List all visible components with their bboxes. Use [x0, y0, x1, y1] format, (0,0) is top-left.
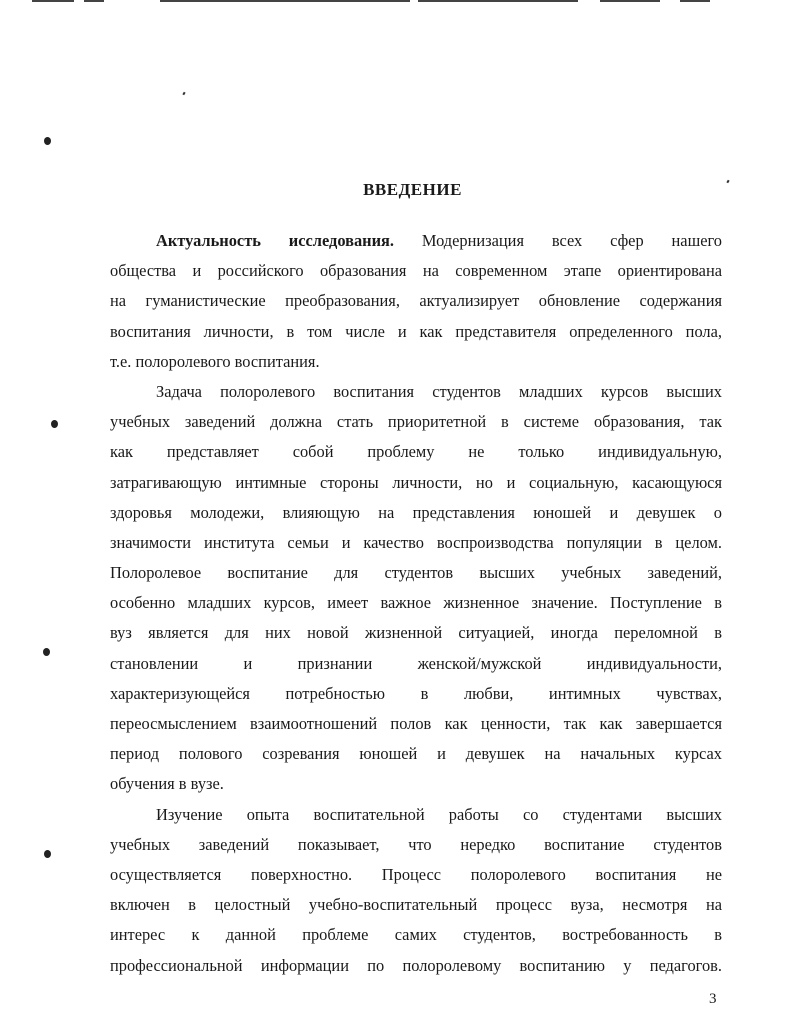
text-line: т.е. полоролевого воспитания. [110, 351, 320, 371]
text-line: особенно младших курсов, имеет важное жизненное значение. Поступление в [110, 593, 722, 613]
paragraph-lead: Актуальность исследования. [156, 231, 395, 250]
text-line: учебных заведений должна стать приоритетной в системе образования, так [110, 412, 722, 432]
scan-edge-line [32, 0, 74, 2]
text-line: профессиональной информации по полоролевому воспитанию у педагогов. [110, 955, 722, 975]
page-title: ВВЕДЕНИЕ [363, 180, 462, 199]
text-line: вуз является для них новой жизненной ситуацией, иногда переломной в [110, 623, 722, 643]
text-line: характеризующейся потребностью в любви, интимных чувствах, [110, 683, 722, 703]
text-line: Изучение опыта воспитательной работы со студентами высших [156, 804, 722, 824]
text-line: интерес к данной проблеме самих студентов, востребованность в [110, 925, 722, 945]
text-line: как представляет собой проблему не только индивидуальную, [110, 442, 722, 462]
text-line: включен в целостный учебно-воспитательный процесс вуза, несмотря на [110, 895, 722, 915]
text-line: период полового созревания юношей и девушек на начальных курсах [110, 744, 722, 764]
scan-edge-line [680, 0, 710, 2]
scan-edge-line [418, 0, 578, 2]
text-line: становлении и признании женской/мужской индивидуальности, [110, 653, 722, 673]
text-line: обучения в вузе. [110, 774, 224, 794]
text-line: Полоролевое воспитание для студентов высших учебных заведений, [110, 563, 722, 583]
text-line: воспитания личности, в том числе и как представителя определенного пола, [110, 321, 722, 341]
text-line: значимости института семьи и качество воспроизводства популяции в целом. [110, 532, 722, 552]
text-line: Актуальность исследования. Модернизация всех сфер нашего [156, 231, 722, 250]
binding-hole-mark [43, 648, 50, 656]
text-line: здоровья молодежи, влияющую на представления юношей и девушек о [110, 502, 722, 522]
text-line: учебных заведений показывает, что нередко воспитание студентов [110, 834, 722, 854]
text-line: осуществляется поверхностно. Процесс полоролевого воспитания не [110, 864, 722, 884]
binding-hole-mark [51, 420, 58, 428]
text-line: общества и российского образования на современном этапе ориентирована [110, 261, 722, 281]
text-line: Задача полоролевого воспитания студентов младших курсов высших [156, 381, 722, 401]
text-line: затрагивающую интимные стороны личности, но и социальную, касающуюся [110, 472, 722, 492]
scan-edge-line [600, 0, 660, 2]
scan-edge-line [84, 0, 104, 2]
binding-hole-mark [44, 850, 51, 858]
scan-speck [182, 92, 185, 96]
scan-edge-line [160, 0, 410, 2]
document-body [110, 226, 722, 981]
binding-hole-mark [44, 137, 51, 145]
page-number: 3 [709, 991, 717, 1007]
text-line: на гуманистические преобразования, актуализирует обновление содержания [110, 291, 722, 311]
text-line: переосмыслением взаимоотношений полов как ценности, так как завершается [110, 714, 722, 733]
